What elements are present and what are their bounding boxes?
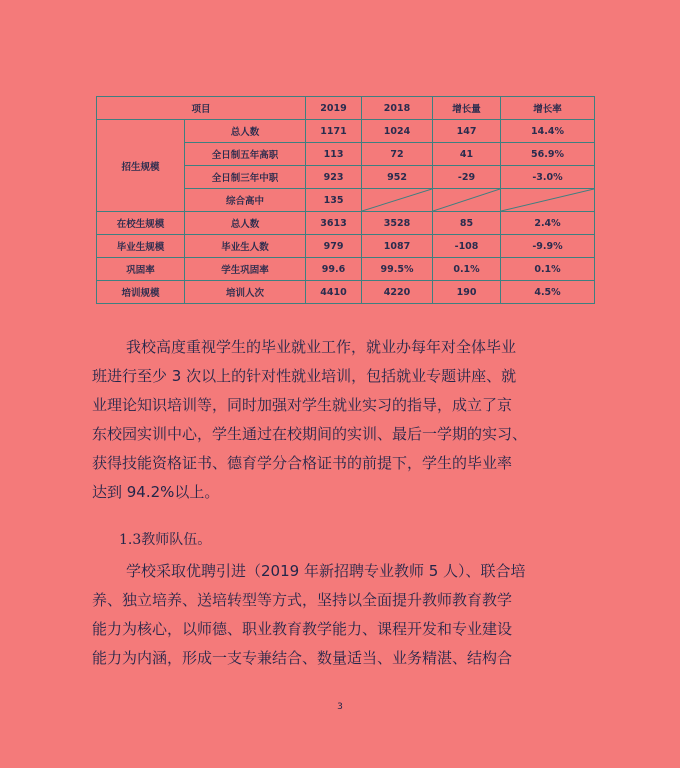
table-cell: 99.5% [362,258,433,281]
table-cell: 923 [306,166,362,189]
paragraph-line: 获得技能资格证书、德育学分合格证书的前提下，学生的毕业率 [92,454,513,472]
group-label-cell: 毕业生规模 [97,235,185,258]
table-cell: 1171 [306,120,362,143]
teacher-paragraph [92,557,612,673]
table-cell: 14.4% [501,120,595,143]
group-label-cell: 在校生规模 [97,212,185,235]
paragraph-line: 班进行至少 3 次以上的针对性就业培训，包括就业专题讲座、就 [92,367,517,385]
paragraph-line: 东校园实训中心，学生通过在校期间的实训、最后一学期的实习、 [92,425,528,443]
table-cell: 4.5% [501,281,595,304]
empty-diagonal-cell [433,189,501,212]
table-cell: 0.1% [433,258,501,281]
table-row [97,281,595,304]
table-cell: 总人数 [185,212,306,235]
header-cell: 项目 [97,97,306,120]
table-cell: 85 [433,212,501,235]
table-row [97,235,595,258]
header-cell: 增长率 [501,97,595,120]
group-label-cell: 招生规模 [97,120,185,212]
table-cell: 0.1% [501,258,595,281]
paragraph-line: 养、独立培养、送培转型等方式，坚持以全面提升教师教育教学 [92,591,513,609]
table-cell: 总人数 [185,120,306,143]
table-cell: 综合高中 [185,189,306,212]
table-cell: 56.9% [501,143,595,166]
table-cell: 113 [306,143,362,166]
table-cell: 3528 [362,212,433,235]
header-cell: 增长量 [433,97,501,120]
paragraph-line: 能力为核心，以师德、职业教育教学能力、课程开发和专业建设 [92,620,513,638]
table-row [97,258,595,281]
section-heading: 1.3教师队伍。 [119,532,212,548]
employment-paragraph [92,333,612,507]
table-cell: 135 [306,189,362,212]
table-row [97,212,595,235]
empty-diagonal-cell [501,189,595,212]
table-cell: 学生巩固率 [185,258,306,281]
table-cell: 147 [433,120,501,143]
paragraph-line: 学校采取优聘引进（2019 年新招聘专业教师 5 人）、联合培 [126,562,526,580]
group-label-cell: 巩固率 [97,258,185,281]
table-header-row [97,97,595,120]
header-cell: 2018 [362,97,433,120]
table-cell: -29 [433,166,501,189]
paragraph-line: 我校高度重视学生的毕业就业工作，就业办每年对全体毕业 [126,338,517,356]
table-cell: 4220 [362,281,433,304]
table-cell: 3613 [306,212,362,235]
page-number: 3 [337,702,343,712]
group-label-cell: 培训规模 [97,281,185,304]
table-cell: 72 [362,143,433,166]
table-cell: 培训人次 [185,281,306,304]
table-cell: 毕业生人数 [185,235,306,258]
table-cell: 99.6 [306,258,362,281]
table-cell: -3.0% [501,166,595,189]
table-cell: 41 [433,143,501,166]
table-cell: 979 [306,235,362,258]
header-cell: 2019 [306,97,362,120]
table-cell: 952 [362,166,433,189]
table-cell: -108 [433,235,501,258]
table-cell: 全日制五年高职 [185,143,306,166]
paragraph-line: 达到 94.2%以上。 [92,483,220,501]
table-cell: 190 [433,281,501,304]
table-row [97,120,595,143]
table-cell: 1024 [362,120,433,143]
table-cell: 2.4% [501,212,595,235]
statistics-table [96,96,595,304]
table-cell: 全日制三年中职 [185,166,306,189]
empty-diagonal-cell [362,189,433,212]
paragraph-line: 能力为内涵，形成一支专兼结合、数量适当、业务精湛、结构合 [92,649,513,667]
table-cell: -9.9% [501,235,595,258]
table-cell: 1087 [362,235,433,258]
table-cell: 4410 [306,281,362,304]
paragraph-line: 业理论知识培训等，同时加强对学生就业实习的指导，成立了京 [92,396,513,414]
